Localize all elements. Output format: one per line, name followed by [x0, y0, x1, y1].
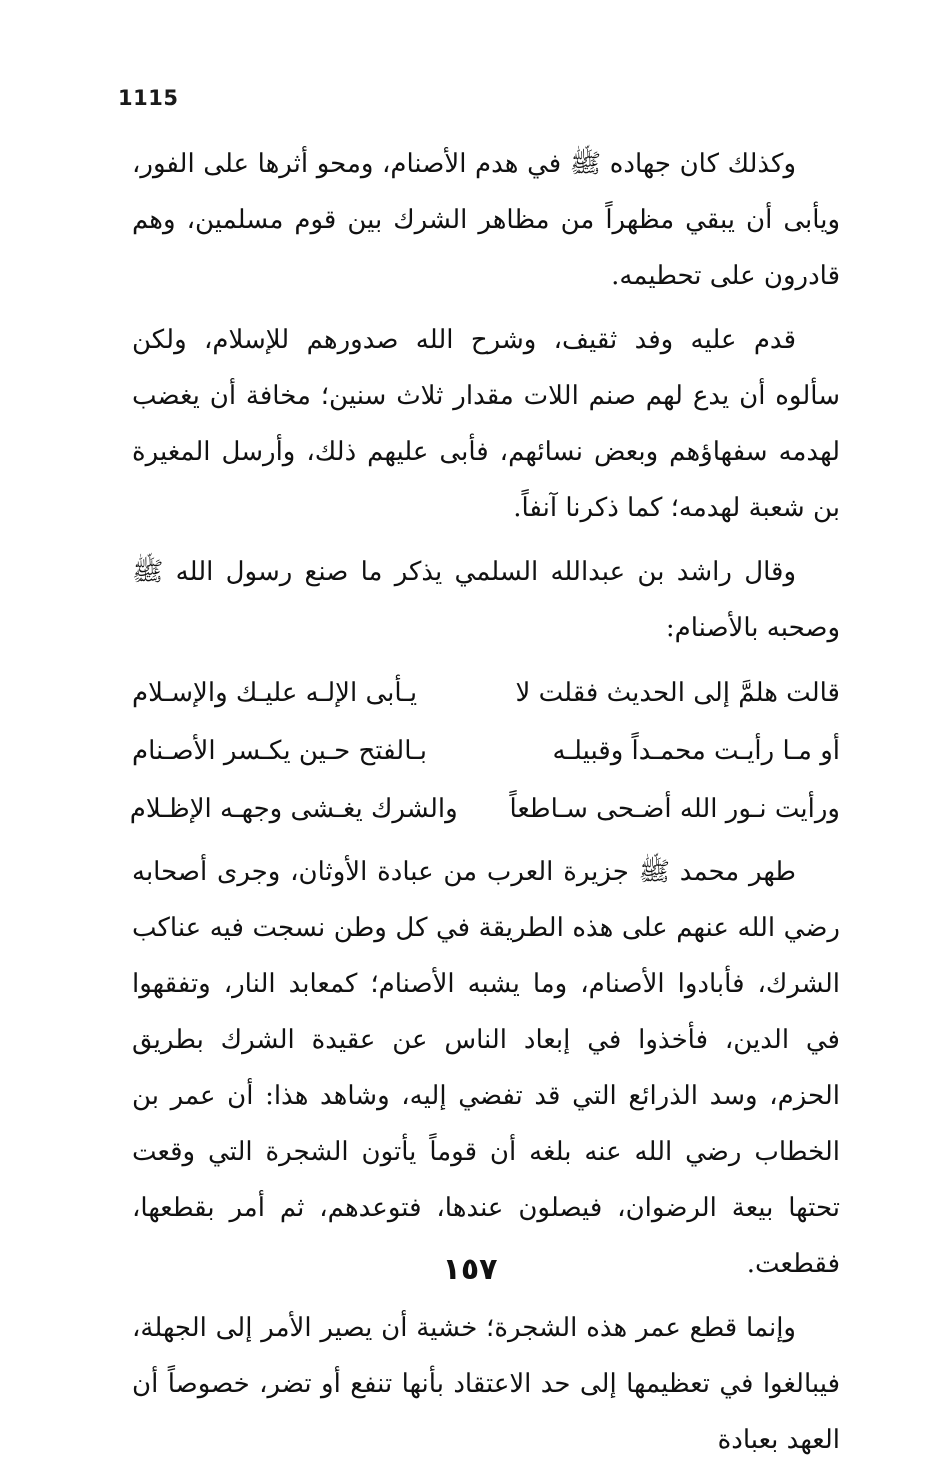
verse-first-hemistich: أو مـا رأيـت محمـداً وقبيلـه: [552, 736, 840, 766]
verse-line: [129, 780, 840, 838]
paragraph-1: وكذلك كان جهاده ﷺ في هدم الأصنام، ومحو أثرها على الفور، ويأبى أن يبقي مظهراً من مظاهر الشرك بين قوم مسلمين، وهم قادرون على تحطيمه.: [132, 149, 840, 291]
verse-second-hemistich: بـالفتح حـين يكـسر الأصـنام: [132, 736, 427, 766]
poem-verses: [129, 664, 840, 838]
paragraph-2: قدم عليه وفد ثقيف، وشرح الله صدورهم للإسلام، ولكن سألوه أن يدع لهم صنم اللات مقدار ثلاث سنين؛ مخافة أن يغضب لهدمه سفهاؤهم وبعض نسائهم، فأبى عليهم ذلك، وأرسل المغيرة بن شعبة لهدمه؛ كما ذكرنا آنفاً.: [132, 325, 840, 523]
paragraph-4: طهر محمد ﷺ جزيرة العرب من عبادة الأوثان، وجرى أصحابه رضي الله عنهم على هذه الطريقة في كل وطن نسجت فيه عناكب الشرك، فأبادوا الأصنام، وما يشبه الأصنام؛ كمعابد النار، وتفقهوا في الدين، فأخذوا في إبعاد الناس عن عقيدة الشرك بطريق الحزم، وسد الذرائع التي قد تفضي إليه، وشاهد هذا: أن عمر بن الخطاب رضي الله عنه بلغه أن قوماً يأتون الشجرة التي وقعت تحتها بيعة الرضوان، فيصلون عندها، فتوعدهم، ثم أمر بقطعها، فقطعت.: [132, 857, 840, 1279]
verse-second-hemistich: والشرك يغـشى وجهـه الإظـلام: [129, 794, 458, 824]
verse-first-hemistich: ورأيت نـور الله أضـحى سـاطعاً: [509, 794, 840, 824]
paragraph-3: وقال راشد بن عبدالله السلمي يذكر ما صنع رسول الله ﷺ وصحبه بالأصنام:: [132, 557, 840, 643]
verse-second-hemistich: يـأبى الإلـه عليـك والإسـلام: [132, 678, 418, 708]
verse-first-hemistich: قالت هلمَّ إلى الحديث فقلت لا: [515, 678, 840, 708]
verse-line: [132, 722, 840, 780]
page-number: ١٥٧: [442, 1252, 498, 1287]
paragraph-5: وإنما قطع عمر هذه الشجرة؛ خشية أن يصير الأمر إلى الجهلة، فيبالغوا في تعظيمها إلى حد الاعتقاد بأنها تنفع أو تضر، خصوصاً أن العهد بعبادة: [132, 1313, 841, 1455]
page-code: 1115: [118, 86, 179, 110]
verse-line: [132, 664, 840, 722]
